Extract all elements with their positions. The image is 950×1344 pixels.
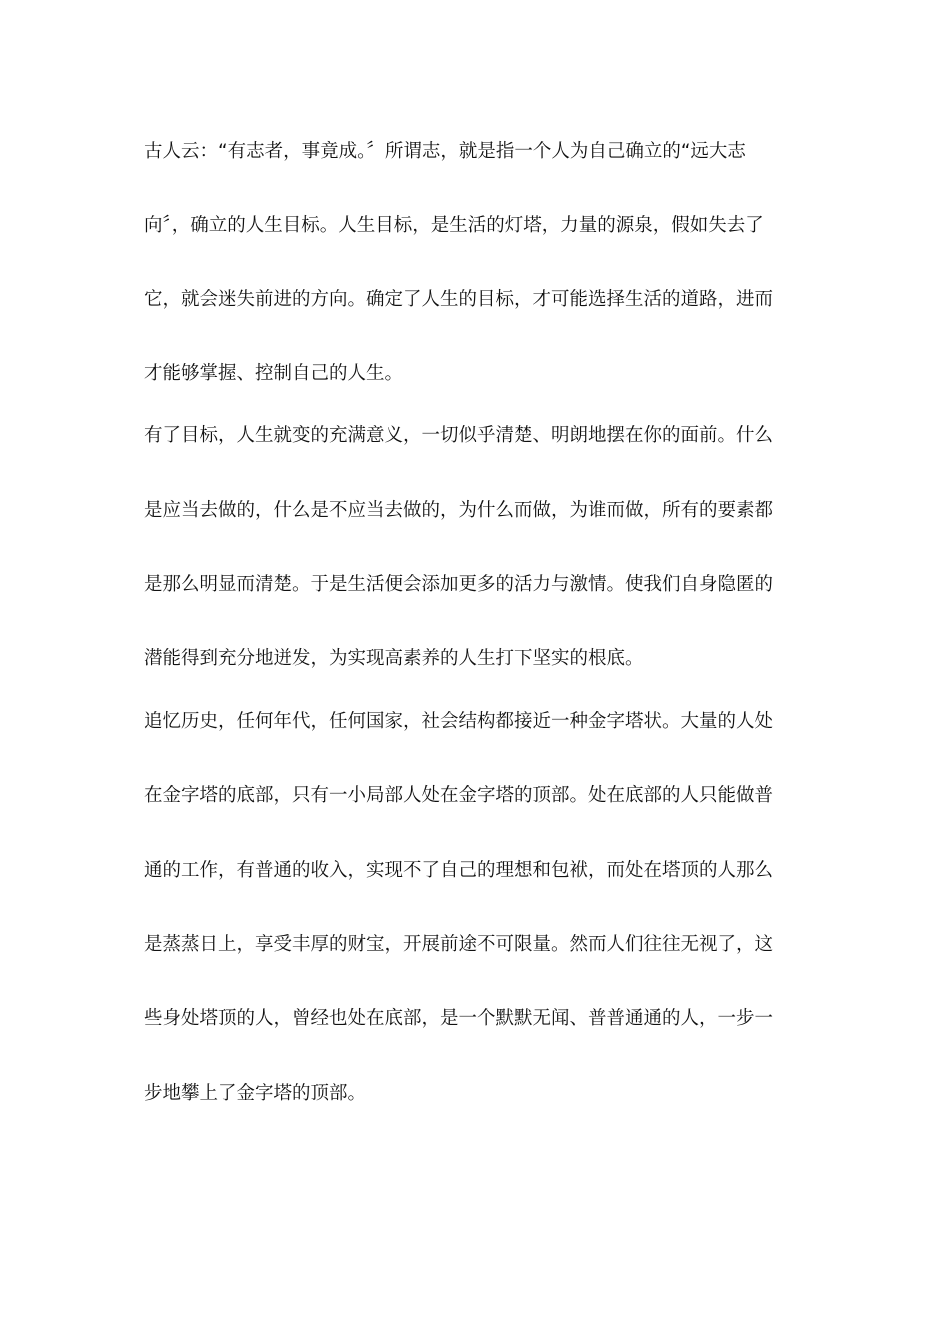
paragraph-3-line-4: 是蒸蒸日上，享受丰厚的财宝，开展前途不可限量。然而人们往往无视了，这 — [144, 934, 774, 955]
paragraph-2-line-1: 有了目标，人生就变的充满意义，一切似乎清楚、明朗地摆在你的面前。什么 — [144, 425, 774, 446]
paragraph-1-line-2: 向〞，确立的人生目标。人生目标，是生活的灯塔，力量的源泉，假如失去了 — [144, 215, 764, 236]
paragraph-1-line-1: 古人云：“有志者，事竟成。〞所谓志，就是指一个人为自己确立的“远大志 — [144, 141, 746, 162]
paragraph-1-line-3: 它，就会迷失前进的方向。确定了人生的目标，才可能选择生活的道路，进而 — [144, 289, 774, 310]
paragraph-3-line-3: 通的工作，有普通的收入，实现不了自己的理想和包袱，而处在塔顶的人那么 — [144, 860, 774, 881]
paragraph-1-line-4: 才能够掌握、控制自己的人生。 — [144, 363, 404, 384]
paragraph-2-line-3: 是那么明显而清楚。于是生活便会添加更多的活力与激情。使我们自身隐匿的 — [144, 574, 774, 595]
paragraph-2-line-2: 是应当去做的，什么是不应当去做的，为什么而做，为谁而做，所有的要素都 — [144, 500, 774, 521]
paragraph-3-line-5: 些身处塔顶的人，曾经也处在底部，是一个默默无闻、普普通通的人，一步一 — [144, 1008, 774, 1029]
paragraph-3-line-1: 追忆历史，任何年代，任何国家，社会结构都接近一种金字塔状。大量的人处 — [144, 711, 774, 732]
paragraph-3-line-6: 步地攀上了金字塔的顶部。 — [144, 1083, 367, 1104]
paragraph-3-line-2: 在金字塔的底部，只有一小局部人处在金字塔的顶部。处在底部的人只能做普 — [144, 785, 774, 806]
paragraph-2-line-4: 潜能得到充分地迸发，为实现高素养的人生打下坚实的根底。 — [144, 648, 644, 669]
